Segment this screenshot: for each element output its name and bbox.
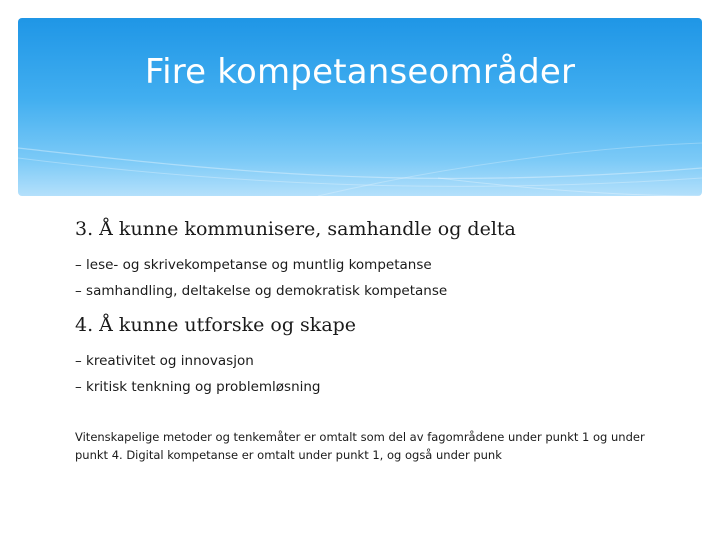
section-4-item-2: – kritisk tenkning og problemløsning bbox=[75, 379, 321, 395]
section-3-item-1: – lese- og skrivekompetanse og muntlig kompetanse bbox=[75, 257, 432, 273]
slide-content bbox=[75, 214, 675, 464]
section-4-item-1: – kreativitet og innovasjon bbox=[75, 353, 254, 369]
section-heading-4: 4. Å kunne utforske og skape bbox=[75, 314, 357, 336]
header-wave-decoration bbox=[18, 18, 702, 196]
section-3-item-2: – samhandling, deltakelse og demokratisk kompetanse bbox=[75, 283, 448, 299]
footnote-text: Vitenskapelige metoder og tenkemåter er omtalt som del av fagområdene under punkt 1 og under punkt 4. Digital kompetanse er omtalt under punkt 1, og også under punk bbox=[75, 430, 645, 462]
slide-title: Fire kompetanseområder bbox=[144, 52, 576, 92]
section-heading-3: 3. Å kunne kommunisere, samhandle og delta bbox=[75, 218, 516, 240]
header-band bbox=[18, 18, 702, 196]
